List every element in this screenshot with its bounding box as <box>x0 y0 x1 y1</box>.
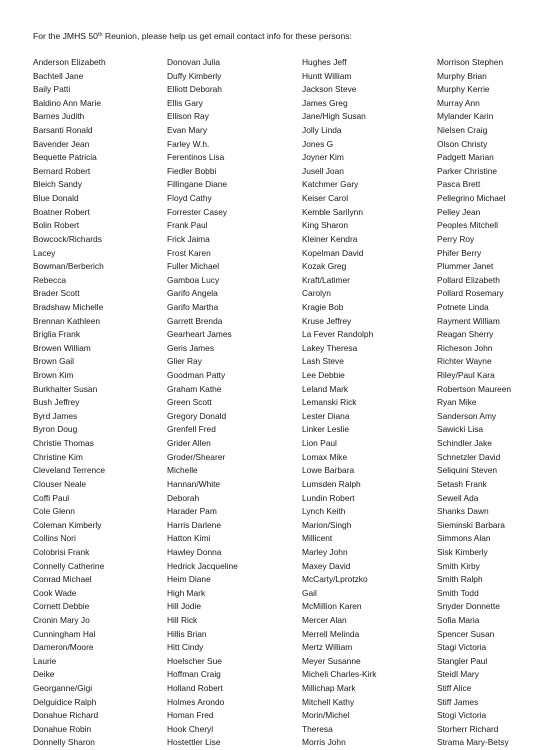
name-entry: Bavender Jean <box>33 138 90 149</box>
name-entry: Duffy Kimberly <box>167 70 222 81</box>
name-entry: Pelley Jean <box>437 206 481 217</box>
name-entry: Gregory Donald <box>167 410 227 421</box>
name-entry: Laurie <box>33 655 57 666</box>
name-entry: Bush Jeffrey <box>33 397 80 408</box>
name-entry: Spencer Susan <box>437 628 495 639</box>
name-entry: Boatner Robert <box>33 206 90 217</box>
name-entry: Plummer Janet <box>437 261 494 272</box>
name-entry: Huntt William <box>302 70 352 81</box>
name-entry: Morin/Michel <box>302 710 350 721</box>
name-entry: Frick Jaima <box>167 233 210 244</box>
name-entry: Phifer Berry <box>437 247 482 258</box>
name-entry: Lomax Mike <box>302 451 348 462</box>
name-entry: Richter Wayne <box>437 356 492 367</box>
name-entry: Georganne/Gigi <box>33 683 93 694</box>
name-entry: Hostettler Lise <box>167 737 221 748</box>
name-entry: Mitchell Kathy <box>302 696 355 707</box>
name-entry: Stiff Alice <box>437 683 472 694</box>
name-entry: Grider Allen <box>167 438 211 449</box>
name-entry: Hill Rick <box>167 614 198 625</box>
name-entry: Donnelly Sharon <box>33 737 95 748</box>
name-entry: Cole Glenn <box>33 506 75 517</box>
name-entry: Marley John <box>302 546 348 557</box>
name-entry: Hitt Cindy <box>167 642 204 653</box>
name-entry: King Sharon <box>302 220 349 231</box>
name-entry: Jane/High Susan <box>302 111 366 122</box>
name-entry: Bequette Patricia <box>33 152 97 163</box>
name-entry: Stiff James <box>437 696 479 707</box>
name-entry: Richeson John <box>437 342 493 353</box>
name-entry: Lundin Robert <box>302 492 355 503</box>
name-column-3 <box>302 56 376 750</box>
name-entry: Morrison Stephen <box>437 57 504 67</box>
name-entry: Robertson Maureen <box>437 383 512 394</box>
name-entry: Katchmer Gary <box>302 179 359 190</box>
name-entry: Ferentinos Lisa <box>167 152 225 163</box>
name-entry: Linker Leslie <box>302 424 350 435</box>
name-entry: Steidl Mary <box>437 669 479 680</box>
name-entry: Cornett Debbie <box>33 601 90 612</box>
name-entry: Hannan/White <box>167 478 221 489</box>
name-entry: Simmons Alan <box>437 533 491 544</box>
name-entry: Baily Patti <box>33 84 71 95</box>
name-entry: Sawicki Lisa <box>437 424 484 435</box>
name-entry: Seliquini Steven <box>437 465 498 476</box>
name-entry: Maxey David <box>302 560 351 571</box>
name-entry: Deike <box>33 669 55 680</box>
name-entry: Fuller Michael <box>167 261 220 272</box>
name-entry: Garifo Angela <box>167 288 218 299</box>
name-entry: Jackson Steve <box>302 84 357 95</box>
name-entry: Pollard Rosemary <box>437 288 504 299</box>
name-entry: Riley/Paul Kara <box>437 370 495 381</box>
name-entry: High Mark <box>167 587 206 598</box>
name-entry: Burkhalter Susan <box>33 383 98 394</box>
name-entry: McMillion Karen <box>302 601 362 612</box>
name-entry: Garifo Martha <box>167 301 219 312</box>
name-entry: Ryan Mike <box>437 397 477 408</box>
name-entry: Murphy Kerrie <box>437 84 490 95</box>
name-entry: Mylander Karin <box>437 111 494 122</box>
name-column-2 <box>167 56 238 750</box>
name-entry: Jones G <box>302 138 334 149</box>
name-entry: Pasca Brett <box>437 179 481 190</box>
name-entry: Barnes Judith <box>33 111 85 122</box>
name-entry: Merrell Melinda <box>302 628 360 639</box>
name-entry: Hoffman Craig <box>167 669 221 680</box>
name-entry: Setash Frank <box>437 478 487 489</box>
name-entry: Lion Paul <box>302 438 337 449</box>
name-entry: Byron Doug <box>33 424 78 435</box>
name-entry: Colobrisi Frank <box>33 546 90 557</box>
name-entry: Bachtell Jane <box>33 70 84 81</box>
heading-superscript: th <box>97 32 103 38</box>
name-entry: Garrett Brenda <box>167 315 223 326</box>
name-entry: Donovan Julia <box>167 57 221 67</box>
name-entry: Lash Steve <box>302 356 344 367</box>
name-entry: Olson Christy <box>437 138 488 149</box>
name-entry: Harader Pam <box>167 506 217 517</box>
name-entry: Grenfell Fred <box>167 424 216 435</box>
name-entry: Collins Nori <box>33 533 76 544</box>
name-entry: Byrd James <box>33 410 78 421</box>
name-entry: Lacey <box>33 247 56 258</box>
name-entry: Bernard Robert <box>33 165 91 176</box>
name-entry: Connelly Catherine <box>33 560 105 571</box>
name-entry: Heim Diane <box>167 574 211 585</box>
name-entry: Clouser Neale <box>33 478 87 489</box>
name-entry: Sanderson Amy <box>437 410 497 421</box>
name-entry: Cronin Mary Jo <box>33 614 90 625</box>
name-entry: Graham Kathe <box>167 383 222 394</box>
name-entry: Gail <box>302 587 317 598</box>
name-entry: Leland Mark <box>302 383 349 394</box>
name-entry: Stagi Victoria <box>437 642 487 653</box>
name-entry: Geris James <box>167 342 215 353</box>
name-entry: Kruse Jeffrey <box>302 315 352 326</box>
name-entry: Kraft/Latimer <box>302 274 350 285</box>
heading-text-end: Reunion, please help us get email contact info for these persons: <box>102 31 352 41</box>
name-entry: Briglia Frank <box>33 329 81 340</box>
name-entry: Stogi Victoria <box>437 710 487 721</box>
name-entry: Sisk Kimberly <box>437 546 488 557</box>
name-entry: Harris Darlene <box>167 519 221 530</box>
name-entry: Joyner Kim <box>302 152 344 163</box>
name-entry: Donahue Robin <box>33 723 92 734</box>
name-entry: Coffi Paul <box>33 492 70 503</box>
name-entry: Lester Diana <box>302 410 350 421</box>
name-entry: Baldino Ann Marie <box>33 97 101 108</box>
name-entry: Anderson Elizabeth <box>33 57 106 67</box>
name-entry: Theresa <box>302 723 333 734</box>
name-entry: Frost Karen <box>167 247 211 258</box>
name-entry: Rayment William <box>437 315 500 326</box>
name-entry: Peoples Mitchell <box>437 220 498 231</box>
name-entry: Gearheart James <box>167 329 232 340</box>
name-entry: Bradshaw Michelle <box>33 301 104 312</box>
name-entry: Shanks Dawn <box>437 506 489 517</box>
name-entry: Rebecca <box>33 274 67 285</box>
name-entry: Millicent <box>302 533 333 544</box>
name-entry: Sewell Ada <box>437 492 479 503</box>
name-entry: Forrester Casey <box>167 206 228 217</box>
name-entry: Sieminski Barbara <box>437 519 505 530</box>
name-entry: Brader Scott <box>33 288 80 299</box>
name-entry: Ellison Ray <box>167 111 209 122</box>
name-entry: Homan Fred <box>167 710 214 721</box>
name-entry: McCarty/Lprotzko <box>302 574 368 585</box>
name-entry: Coleman Kimberly <box>33 519 102 530</box>
name-entry: Green Scott <box>167 397 212 408</box>
name-entry: Smith Kirby <box>437 560 480 571</box>
name-entry: James Greg <box>302 97 348 108</box>
name-entry: Cleveland Terrence <box>33 465 106 476</box>
name-column-1 <box>33 56 106 750</box>
name-entry: Farley W.h. <box>167 138 210 149</box>
name-entry: Goodman Patty <box>167 370 226 381</box>
name-entry: Keiser Carol <box>302 193 349 204</box>
name-entry: Ellis Gary <box>167 97 203 108</box>
name-entry: Lakey Theresa <box>302 342 358 353</box>
name-entry: Kemble Sarilynn <box>302 206 363 217</box>
name-entry: Bleich Sandy <box>33 179 82 190</box>
name-entry: Elliott Deborah <box>167 84 222 95</box>
name-entry: Mercer Alan <box>302 614 347 625</box>
name-entry: Murphy Brian <box>437 70 487 81</box>
name-column-4 <box>437 56 511 750</box>
name-entry: Meyer Susanne <box>302 655 361 666</box>
name-entry: Cook Wade <box>33 587 77 598</box>
name-entry: Potnete Linda <box>437 301 489 312</box>
name-entry: Kopelman David <box>302 247 364 258</box>
name-entry: Hedrick Jacqueline <box>167 560 238 571</box>
name-entry: Hillis Brian <box>167 628 207 639</box>
name-entry: Pellegrino Michael <box>437 193 506 204</box>
name-entry: Floyd Cathy <box>167 193 212 204</box>
name-entry: Glier Ray <box>167 356 202 367</box>
name-entry: Christine Kim <box>33 451 83 462</box>
name-entry: Kozak Greg <box>302 261 347 272</box>
name-entry: Christie Thomas <box>33 438 94 449</box>
name-entry: Fillingane Diane <box>167 179 228 190</box>
name-entry: Carolyn <box>302 288 331 299</box>
name-entry: Kleiner Kendra <box>302 233 358 244</box>
name-entry: Deborah <box>167 492 200 503</box>
name-entry: Hawley Donna <box>167 546 222 557</box>
name-entry: Bolin Robert <box>33 220 80 231</box>
name-entry: Holmes Arondo <box>167 696 225 707</box>
name-entry: Smith Todd <box>437 587 479 598</box>
name-entry: Hoelscher Sue <box>167 655 222 666</box>
name-entry: Perry Roy <box>437 233 475 244</box>
name-entry: Millichap Mark <box>302 683 356 694</box>
name-entry: Conrad Michael <box>33 574 92 585</box>
name-entry: Fiedler Bobbi <box>167 165 217 176</box>
name-entry: Kragie Bob <box>302 301 344 312</box>
name-entry: Schindler Jake <box>437 438 492 449</box>
name-entry: Strama Mary-Betsy <box>437 737 509 748</box>
name-entry: Gamboa Lucy <box>167 274 220 285</box>
name-entry: Morris John <box>302 737 346 748</box>
name-entry: Sofia Maria <box>437 614 480 625</box>
name-entry: Evan Mary <box>167 125 208 136</box>
name-entry: Bowman/Berberich <box>33 261 104 272</box>
name-entry: Hatton Kimi <box>167 533 211 544</box>
name-entry: Barsanti Ronald <box>33 125 93 136</box>
name-entry: Marion/Singh <box>302 519 352 530</box>
name-entry: Dameron/Moore <box>33 642 94 653</box>
name-entry: Mertz William <box>302 642 353 653</box>
name-entry: Hughes Jeff <box>302 57 347 67</box>
name-entry: La Fever Randolph <box>302 329 374 340</box>
name-entry: Brown Gail <box>33 356 74 367</box>
name-entry: Groder/Shearer <box>167 451 226 462</box>
name-entry: Jusell Joan <box>302 165 344 176</box>
name-entry: Frank Paul <box>167 220 208 231</box>
name-entry: Padgett Marian <box>437 152 494 163</box>
name-entry: Lemanski Rick <box>302 397 357 408</box>
name-entry: Holland Robert <box>167 683 223 694</box>
name-entry: Lynch Keith <box>302 506 346 517</box>
name-entry: Michelle <box>167 465 198 476</box>
name-entry: Reagan Sherry <box>437 329 494 340</box>
name-entry: Cunningham Hal <box>33 628 96 639</box>
name-entry: Pollard Elizabeth <box>437 274 500 285</box>
name-entry: Micheli Charles-Kirk <box>302 669 377 680</box>
name-entry: Brennan Kathleen <box>33 315 101 326</box>
name-entry: Jolly Linda <box>302 125 342 136</box>
heading-text-start: For the JMHS 50 <box>33 31 98 41</box>
name-entry: Snyder Donnette <box>437 601 500 612</box>
name-entry: Brown Kim <box>33 370 74 381</box>
name-entry: Hook Cheryl <box>167 723 214 734</box>
page-heading <box>33 30 352 42</box>
name-entry: Lumsden Ralph <box>302 478 361 489</box>
name-entry: Schnetzler David <box>437 451 501 462</box>
name-entry: Hill Jodie <box>167 601 201 612</box>
name-entry: Nielsen Craig <box>437 125 488 136</box>
name-entry: Donahue Richard <box>33 710 99 721</box>
name-entry: Lowe Barbara <box>302 465 355 476</box>
name-entry: Blue Donald <box>33 193 79 204</box>
name-entry: Delguidice Ralph <box>33 696 97 707</box>
name-entry: Murray Ann <box>437 97 480 108</box>
name-entry: Parker Christine <box>437 165 498 176</box>
name-entry: Stangler Paul <box>437 655 488 666</box>
name-entry: Smith Ralph <box>437 574 483 585</box>
name-entry: Bowcock/Richards <box>33 233 102 244</box>
name-entry: Browen William <box>33 342 91 353</box>
name-entry: Lee Debbie <box>302 370 345 381</box>
name-entry: Storherr Richard <box>437 723 499 734</box>
